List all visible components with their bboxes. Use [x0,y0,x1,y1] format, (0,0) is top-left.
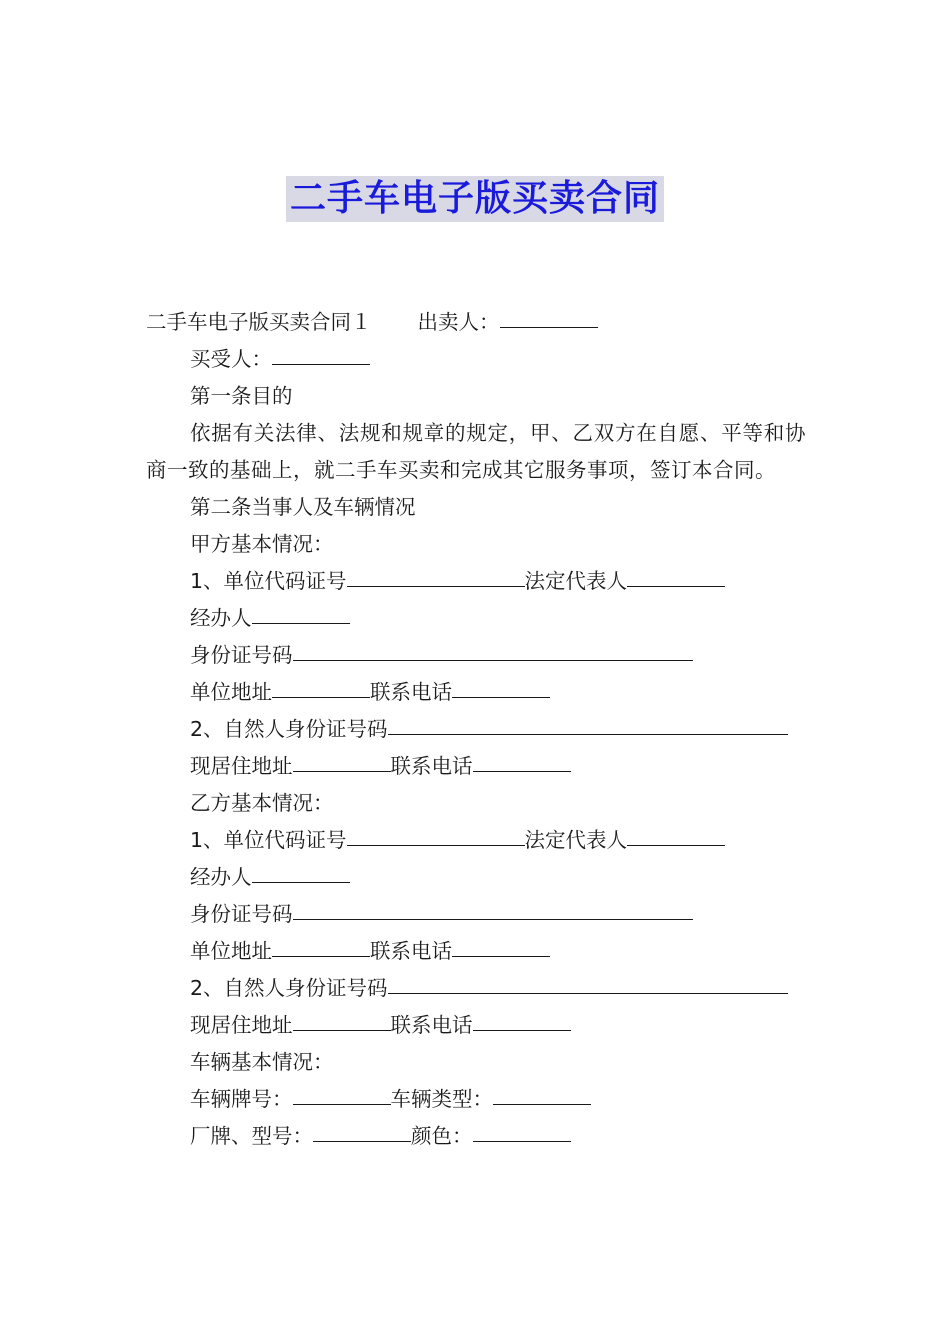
party-a-unit-code-blank[interactable] [347,562,525,587]
party-a-current-addr-label: 现居住地址 [190,754,293,778]
vehicle-brand-blank[interactable] [313,1117,411,1142]
party-b-phone2-blank[interactable] [473,1006,571,1031]
party-b-current-addr-blank[interactable] [293,1006,391,1031]
vehicle-plate-label: 车辆牌号： [190,1087,293,1111]
article1-body: 依据有关法律、法规和规章的规定，甲、乙双方在自愿、平等和协商一致的基础上，就二手车买卖和完成其它服务事项，签订本合同。 [146,421,806,482]
vehicle-type-blank[interactable] [493,1080,591,1105]
party-b-agent-label: 经办人 [190,865,252,889]
party-a-phone-label: 联系电话 [370,680,452,704]
party-b-natural-id-blank[interactable] [388,969,788,994]
party-a-addr-line [146,674,806,711]
party-a-id-label: 身份证号码 [190,643,293,667]
party-a-unit-addr-blank[interactable] [272,673,370,698]
party-a-agent-blank[interactable] [252,599,350,624]
party-a-unit-code-label: 1、单位代码证号 [190,569,347,593]
party-b-id-blank[interactable] [293,895,693,920]
party-b-phone-blank[interactable] [452,932,550,957]
party-a-legal-rep-blank[interactable] [627,562,725,587]
party-b-legal-rep-label: 法定代表人 [524,828,628,852]
party-a-natural-line [146,711,806,748]
party-a-natural-id-blank[interactable] [388,710,788,735]
document-body [146,304,806,1155]
party-b-phone-label: 联系电话 [370,939,452,963]
party-b-agent-line [146,859,806,896]
party-a-phone2-blank[interactable] [473,747,571,772]
buyer-blank[interactable] [272,340,370,365]
buyer-line [146,341,806,378]
party-b-id-line [146,896,806,933]
seller-label: 出卖人： [417,310,500,334]
party-a-title: 甲方基本情况： [190,532,334,556]
vehicle-brand-label: 厂牌、型号： [190,1124,313,1148]
party-b-current-addr-label: 现居住地址 [190,1013,293,1037]
vehicle-plate-blank[interactable] [293,1080,391,1105]
party-a-natural-id-label: 2、自然人身份证号码 [190,717,388,741]
heading-line [146,304,806,341]
party-a-phone-blank[interactable] [452,673,550,698]
party-b-title: 乙方基本情况： [190,791,334,815]
party-b-unit-line [146,822,806,859]
party-b-id-label: 身份证号码 [190,902,293,926]
party-b-phone2-label: 联系电话 [390,1013,473,1037]
contract-heading: 二手车电子版买卖合同１ [146,310,372,334]
party-a-id-blank[interactable] [293,636,693,661]
party-a-id-line [146,637,806,674]
party-b-addr-line [146,933,806,970]
party-a-phone2-label: 联系电话 [390,754,473,778]
party-a-residence-line [146,748,806,785]
party-a-unit-addr-label: 单位地址 [190,680,272,704]
party-b-unit-addr-blank[interactable] [272,932,370,957]
party-a-agent-line [146,600,806,637]
party-b-unit-code-blank[interactable] [347,821,525,846]
article1-title: 第一条目的 [190,384,293,408]
vehicle-plate-line [146,1081,806,1118]
party-a-unit-line [146,563,806,600]
vehicle-title: 车辆基本情况： [190,1050,334,1074]
party-b-natural-line [146,970,806,1007]
party-a-agent-label: 经办人 [190,606,252,630]
buyer-label: 买受人： [190,347,272,371]
seller-blank[interactable] [500,303,598,328]
party-b-legal-rep-blank[interactable] [627,821,725,846]
party-b-unit-code-label: 1、单位代码证号 [190,828,347,852]
vehicle-color-blank[interactable] [473,1117,571,1142]
vehicle-brand-line [146,1118,806,1155]
party-a-current-addr-blank[interactable] [293,747,391,772]
vehicle-color-label: 颜色： [411,1124,473,1148]
party-b-agent-blank[interactable] [252,858,350,883]
party-b-unit-addr-label: 单位地址 [190,939,272,963]
vehicle-type-label: 车辆类型： [390,1087,493,1111]
party-b-residence-line [146,1007,806,1044]
party-b-natural-id-label: 2、自然人身份证号码 [190,976,388,1000]
party-a-legal-rep-label: 法定代表人 [524,569,628,593]
document-title: 二手车电子版买卖合同 [286,176,664,222]
title-container [0,176,950,222]
article2-title: 第二条当事人及车辆情况 [190,495,416,519]
